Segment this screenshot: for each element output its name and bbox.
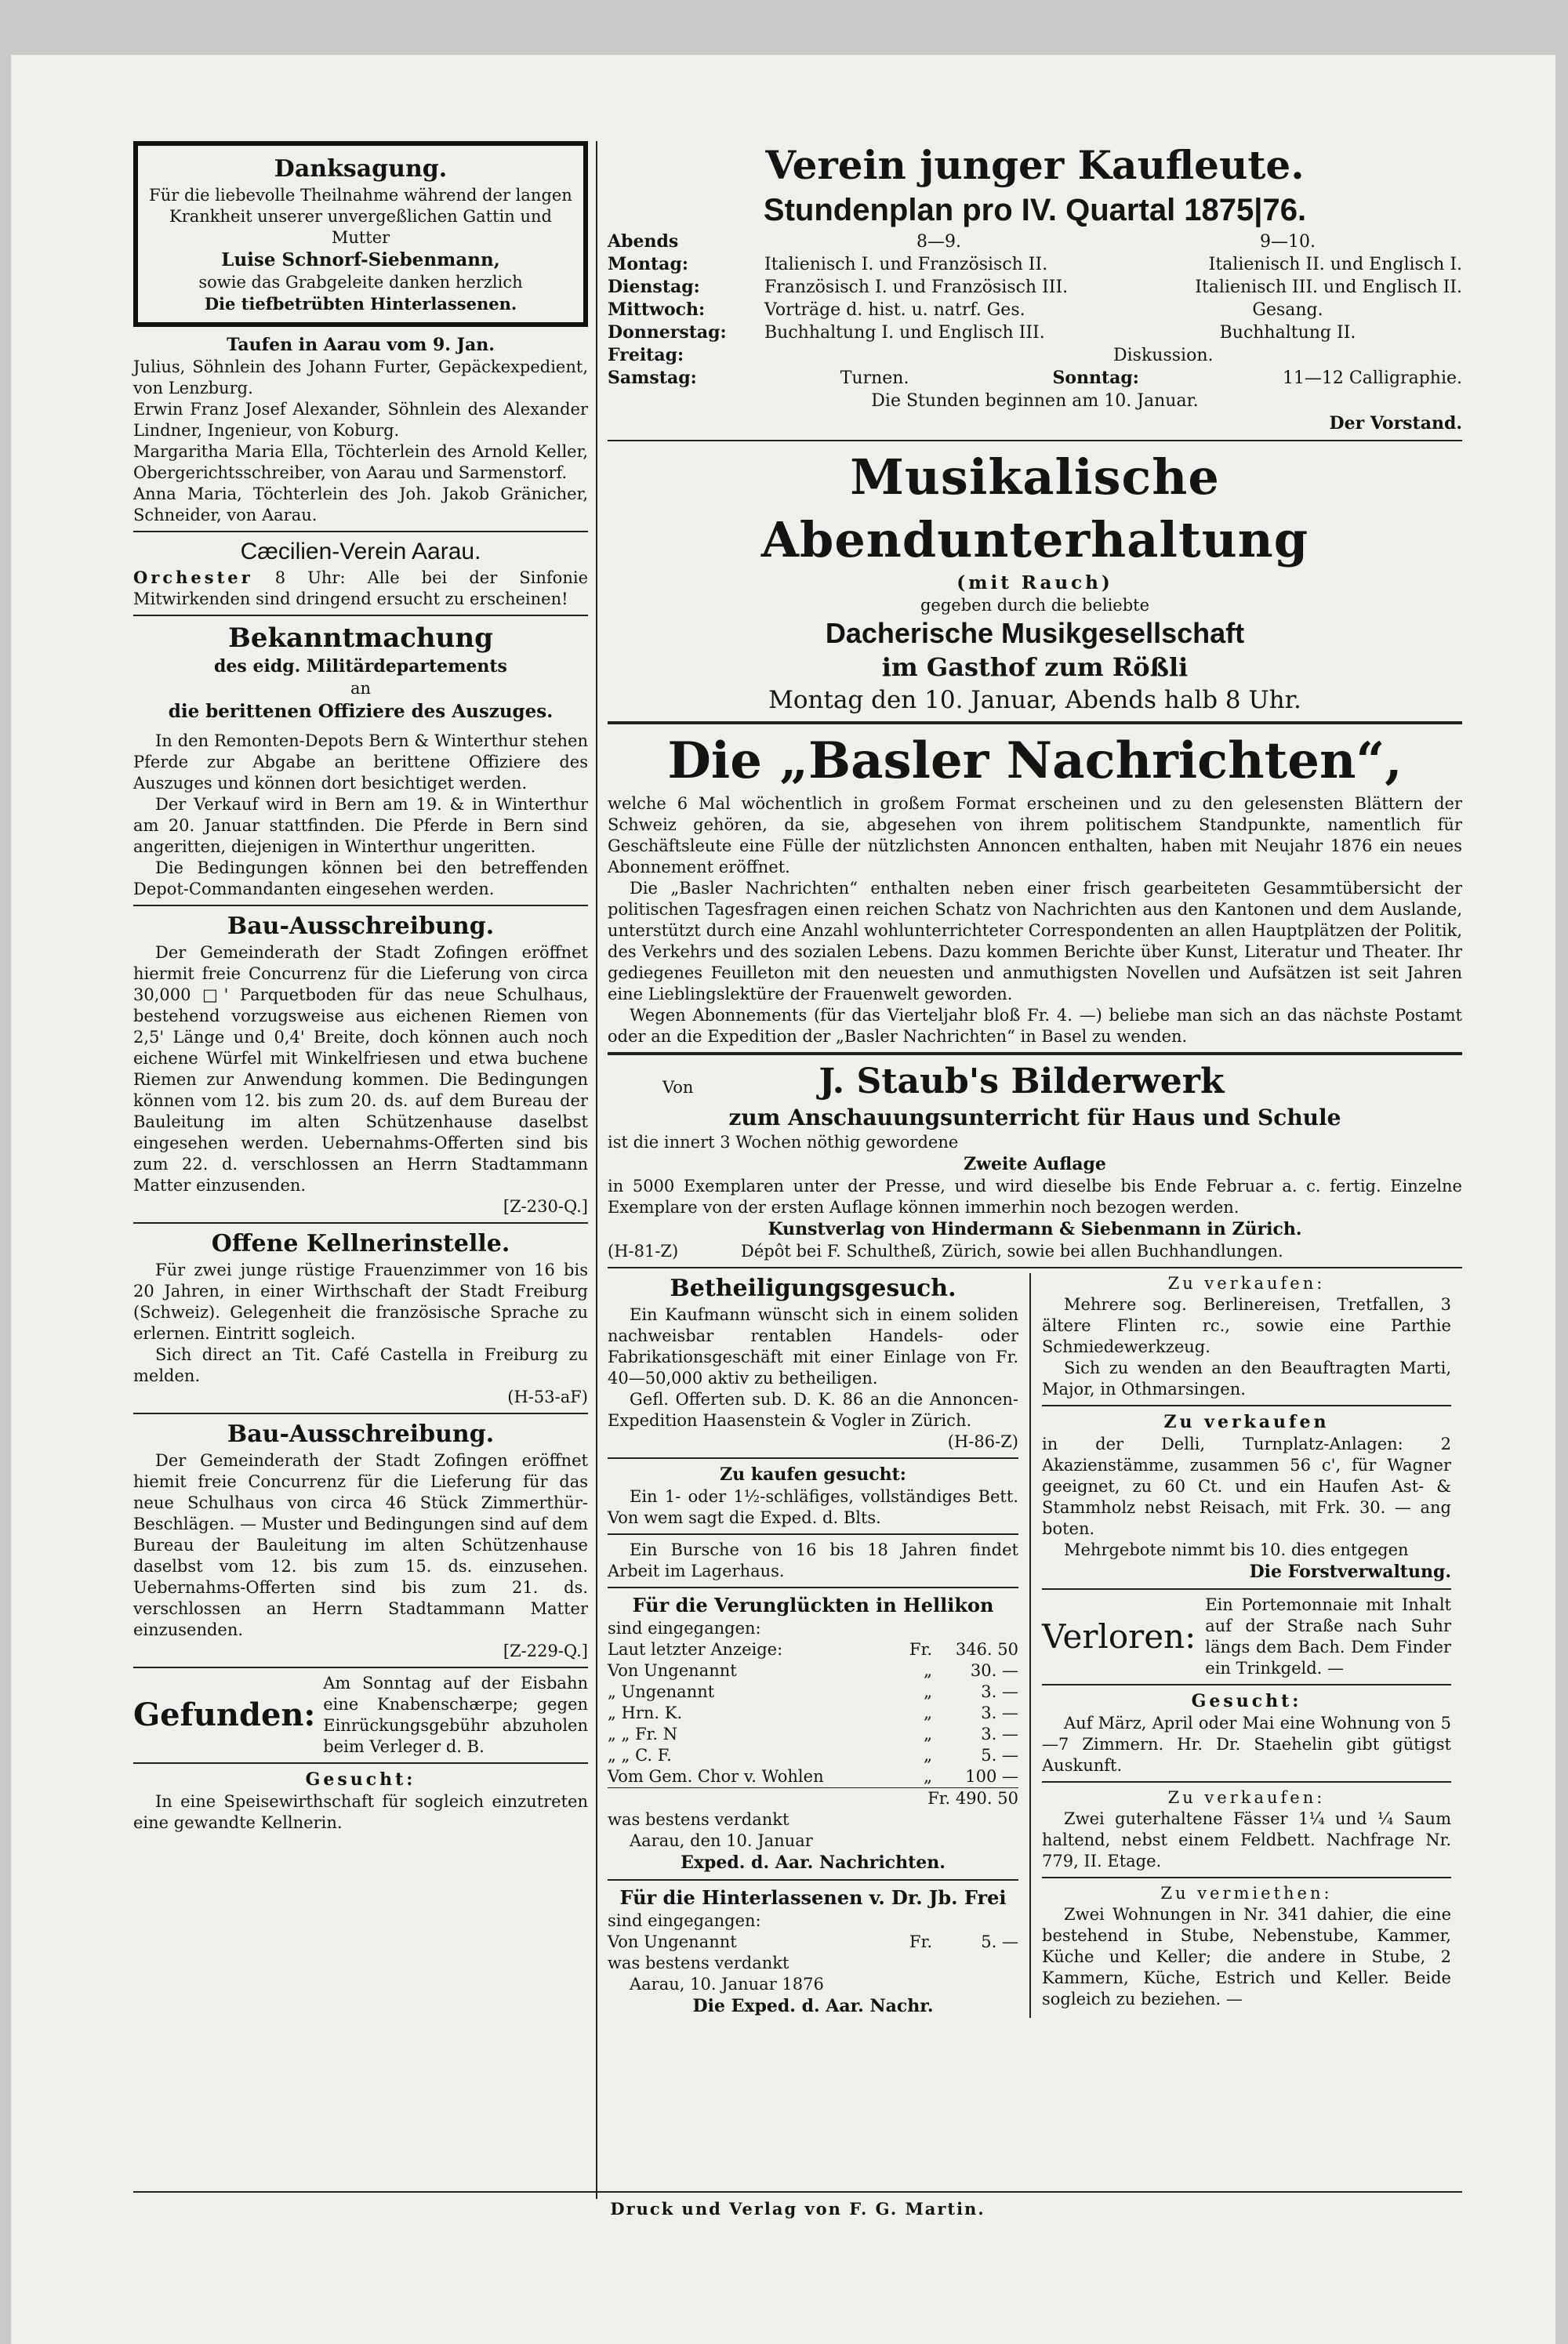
hellikon-row-value: 3. — <box>981 1682 1018 1701</box>
divider <box>133 1762 588 1764</box>
danksagung-body2: sowie das Grabgeleite danken herzlich <box>198 273 523 292</box>
left-column <box>133 141 588 1834</box>
verkaufen3-body: Zwei guterhaltene Fässer 1¼ und ¼ Saum haltend, nebst einem Feldbett. Nachfrage Nr. 779, II. Etage. <box>1042 1809 1451 1870</box>
verkaufen1-title: Zu verkaufen: <box>1167 1274 1326 1293</box>
hellikon-note: was bestens verdankt <box>608 1810 789 1829</box>
musik-sub3: Dacherische Musikgesellschaft <box>825 617 1245 649</box>
stundenplan-day: Dienstag: <box>608 277 700 297</box>
stundenplan-day: Freitag: <box>608 345 684 365</box>
verein-signature: Der Vorstand. <box>1329 413 1462 434</box>
sonntag-label: Sonntag: <box>1052 368 1139 388</box>
hellikon-row-cur: „ <box>924 1746 932 1765</box>
verkaufen2-body2: Mehrgebote nimmt bis 10. dies entgegen <box>1064 1540 1409 1559</box>
stundenplan-cell: Italienisch III. und Englisch II. <box>1195 278 1462 297</box>
hellikon-list <box>608 1639 1018 1787</box>
staub-l5: Dépôt bei F. Schultheß, Zürich, sowie bei allen Buchhandlungen. <box>741 1242 1283 1261</box>
staub-code: (H-81-Z) <box>608 1242 679 1261</box>
divider <box>1042 1781 1451 1783</box>
frei-list <box>608 1932 1018 1953</box>
divider <box>133 615 588 616</box>
verein-subtitle: Stundenplan pro IV. Quartal 1875|76. <box>763 193 1307 227</box>
verkaufen1-body2: Sich zu wenden an den Beauftragten Marti, Major, in Othmarsingen. <box>1042 1359 1451 1399</box>
frei-sign: Die Exped. d. Aar. Nachr. <box>692 1996 934 2016</box>
hellikon-row-cur: „ <box>924 1725 932 1743</box>
samstag-row <box>608 367 1462 390</box>
hellikon-row-value: 30. — <box>970 1661 1018 1680</box>
bekanntmachung-p1: In den Remonten-Depots Bern & Winterthur stehen Pferde zur Abgabe an berittene Offiziere des Auszuges und können dort besichtiget werden. <box>133 731 588 793</box>
hellikon-row-value: 346. 50 <box>955 1640 1018 1659</box>
taufen-entry: Anna Maria, Töchterlein des Joh. Jakob Gränicher, Schneider, von Aarau. <box>133 484 588 524</box>
basler-title: Die „Basler Nachrichten“, <box>667 731 1403 790</box>
staub-l4: Kunstverlag von Hindermann & Siebenmann in Zürich. <box>768 1219 1302 1239</box>
classifieds-right <box>1031 1273 1451 2018</box>
musik-sub4: im Gasthof zum Rößli <box>881 652 1189 682</box>
bekanntmachung-p3: Die Bedingungen können bei den betreffenden Depot-Commandanten eingesehen werden. <box>133 858 588 898</box>
stundenplan-cell: Französisch I. und Französisch III. <box>764 278 1069 297</box>
samstag-value: Turnen. <box>840 368 909 388</box>
divider <box>608 1533 1018 1535</box>
verkaufen2-body: in der Delli, Turnplatz-Anlagen: 2 Akazienstämme, zusammen 56 c', für Wagner geeignet, zu 60 Ct. und ein Haufen Ast- & Stammholz nebst Reisach, mit Frk. 30. — ang boten. <box>1042 1435 1451 1538</box>
musik-sub2: gegeben durch die beliebte <box>920 596 1150 615</box>
betheiligung-body2: Gefl. Offerten sub. D. K. 86 an die Annoncen-Expedition Haasenstein & Vogler in Zürich. <box>608 1390 1018 1430</box>
divider <box>1042 1588 1451 1590</box>
bekanntmachung-sub2: an <box>350 679 372 698</box>
basler-p1: welche 6 Mal wöchentlich in großem Format erscheinen und zu den gelesensten Blättern der Schweiz gehören, da sie, abgesehen von ihrem politischem Standpunkte, namentlich für Geschäftsleute eine Fülle der nützlichsten Annoncen enthalten, haben mit Neujahr 1876 ein neues Abonnement eröffnet. <box>608 794 1462 876</box>
kaufen-title: Zu kaufen gesucht: <box>720 1464 906 1485</box>
hellikon-row-value: 3. — <box>981 1704 1018 1722</box>
verloren-title: Verloren: <box>1042 1617 1196 1656</box>
musik-sub1: (mit Rauch) <box>956 572 1113 593</box>
stundenplan-cell: Italienisch II. und Englisch I. <box>1208 255 1462 274</box>
hellikon-row-cur: „ <box>924 1704 932 1722</box>
hellikon-row-value: 3. — <box>981 1725 1018 1743</box>
frei-row-cur: Fr. <box>909 1932 932 1951</box>
staub-l3: in 5000 Exemplaren unter der Presse, und wird dieselbe bis Ende Februar a. c. fertig. Einzelne Exemplare von der ersten Auflage können immerhin noch bezogen werden. <box>608 1177 1462 1217</box>
hellikon-row-label: Von Ungenannt <box>608 1661 737 1680</box>
taufen-title: Taufen in Aarau vom 9. Jan. <box>227 335 495 355</box>
bau2-code: [Z-229-Q.] <box>503 1642 588 1660</box>
hellikon-row-label: Laut letzter Anzeige: <box>608 1640 783 1659</box>
danksagung-signature: Die tiefbetrübten Hinterlassenen. <box>204 294 517 314</box>
vermiethen-body: Zwei Wohnungen in Nr. 341 dahier, die eine bestehend in Stube, Nebenstube, Kammer, Küche und Keller; die andere in Stube, 2 Kammern, Küche, Estrich und Keller. Beide sogleich zu beziehen. — <box>1042 1905 1451 2008</box>
divider <box>133 1413 588 1414</box>
danksagung-name: Luise Schnorf-Siebenmann, <box>221 249 500 270</box>
gesucht-body: In eine Speisewirthschaft für sogleich einzutreten eine gewandte Kellnerin. <box>133 1792 588 1832</box>
hellikon-date: Aarau, den 10. Januar <box>630 1831 813 1850</box>
stundenplan-day: Montag: <box>608 254 688 274</box>
bekanntmachung-p2: Der Verkauf wird in Bern am 19. & in Winterthur am 20. Januar stattfinden. Die Pferde in Bern sind angeritten, diejenigen in Winterthur ungeritten. <box>133 795 588 856</box>
staub-sub: zum Anschauungsunterricht für Haus und Schule <box>728 1105 1341 1130</box>
frei-row-value: 5. — <box>981 1932 1018 1951</box>
divider <box>608 721 1462 724</box>
verkaufen1-body: Mehrere sog. Berlinereisen, Tretfallen, 3 ältere Flinten rc., sowie eine Parthie Schmiedewerkzeug. <box>1042 1295 1451 1356</box>
bau2-body: Der Gemeinderath der Stadt Zofingen eröffnet hiemit freie Concurrenz für die Lieferung für das neue Schulhaus von circa 46 Stück Zimmerthür-Beschlägen. — Muster und Bedingungen sind auf dem Bureau der Bauleitung im alten Schützenhause daselbst vom 12. bis zum 15. ds. einzusehen. Uebernahms-Offerten sind bis zum 21. ds. verschlossen an Herrn Stadtammann Matter einzusenden. <box>133 1451 588 1639</box>
gesucht2-body: Auf März, April oder Mai eine Wohnung von 5—7 Zimmern. Hr. Dr. Staehelin gibt gütigst Auskunft. <box>1042 1714 1451 1775</box>
divider <box>133 531 588 532</box>
classifieds-left <box>608 1273 1031 2018</box>
verein-note: Die Stunden beginnen am 10. Januar. <box>871 391 1199 411</box>
kaufen-body: Ein 1- oder 1½-schläfiges, vollständiges Bett. Von wem sagt die Exped. d. Blts. <box>608 1487 1018 1527</box>
bau1-title: Bau-Ausschreibung. <box>227 913 495 940</box>
hellikon-sub: sind eingegangen: <box>608 1619 761 1638</box>
basler-p3: Wegen Abonnements (für das Vierteljahr bloß Fr. 4. —) beliebe man sich an das nächste Postamt oder an die Expedition der „Basler Nachrichten“ in Basel zu wenden. <box>608 1006 1462 1046</box>
betheiligung-title: Betheiligungsgesuch. <box>670 1275 956 1302</box>
caecilien-body: 8 Uhr: Alle bei der Sinfonie Mitwirkenden sind dringend ersucht zu erscheinen! <box>133 568 588 608</box>
kellnerin-title: Offene Kellnerinstelle. <box>211 1230 510 1257</box>
bau1-body: Der Gemeinderath der Stadt Zofingen eröffnet hiermit freie Concurrenz für die Lieferung von circa 30,000 □' Parquetboden für das neue Schulhaus, bestehend vorzugsweise aus eichenen Riemen von 2,5' Länge und 0,4' Breite, doch können auch noch eichene Würfel mit Winkelfriesen und etwa buchene Riemen zur Anwendung kommen. Die Bedingungen können vom 12. bis zum 20. ds. auf dem Bureau der Bauleitung im alten Schützenhause daselbst eingesehen werden. Uebernahms-Offerten sind bis zum 22. d. verschlossen an Herrn Stadtammann Matter einzusenden. <box>133 943 588 1195</box>
vermiethen-title: Zu vermiethen: <box>1160 1884 1333 1903</box>
taufen-entry: Margaritha Maria Ella, Töchterlein des Arnold Keller, Obergerichtsschreiber, von Aarau und Sarmenstorf. <box>133 442 588 482</box>
frei-date: Aarau, 10. Januar 1876 <box>630 1975 824 1994</box>
divider <box>1042 1877 1451 1878</box>
stundenplan-head: Abends <box>608 231 679 252</box>
staub-title: J. Staub's Bilderwerk <box>818 1061 1225 1101</box>
hellikon-row-cur: „ <box>924 1767 932 1786</box>
classifieds-grid <box>608 1273 1462 2018</box>
divider <box>608 440 1462 441</box>
caecilien-title: Cæcilien-Verein Aarau. <box>240 539 481 564</box>
stundenplan-cell <box>764 344 1113 367</box>
hellikon-row-cur: Fr. <box>909 1640 932 1659</box>
verloren-body: Ein Portemonnaie mit Inhalt auf der Straße nach Suhr längs dem Bach. Dem Finder ein Trinkgeld. — <box>1205 1595 1451 1678</box>
kellnerin-body: Für zwei junge rüstige Frauenzimmer von 16 bis 20 Jahren, in einer Wirthschaft der Stadt Freiburg (Schweiz). Gelegenheit die französische Sprache zu erlernen. Eintritt sogleich. <box>133 1261 588 1343</box>
stundenplan-cell: Gesang. <box>1252 300 1323 320</box>
divider <box>608 1879 1018 1881</box>
hellikon-row-label: „ „ C. F. <box>608 1746 672 1765</box>
footer-rule <box>133 2191 1462 2193</box>
hellikon-row-label: „ Ungenannt <box>608 1682 715 1701</box>
hellikon-row-value: 5. — <box>981 1746 1018 1765</box>
bau2-title: Bau-Ausschreibung. <box>227 1421 495 1448</box>
stundenplan-cell: Italienisch I. und Französisch II. <box>764 255 1048 274</box>
verkaufen2-title: Zu verkaufen <box>1163 1412 1330 1432</box>
footer-imprint: Druck und Verlag von F. G. Martin. <box>610 2199 985 2219</box>
gefunden-body: Am Sonntag auf der Eisbahn eine Knabenschærpe; gegen Einrückungsgebühr abzuholen beim Verleger d. B. <box>323 1674 588 1756</box>
staub-l1: ist die innert 3 Wochen nöthig gewordene <box>608 1133 959 1152</box>
hellikon-row-cur: „ <box>924 1682 932 1701</box>
stundenplan-cell: Buchhaltung I. und Englisch III. <box>764 323 1045 343</box>
hellikon-total: Fr. 490. 50 <box>608 1787 1018 1809</box>
bekanntmachung-sub1: des eidg. Militärdepartements <box>214 656 507 677</box>
stundenplan-cell: Diskussion. <box>1113 346 1214 365</box>
divider <box>1042 1405 1451 1406</box>
bursche-body: Ein Bursche von 16 bis 18 Jahren findet Arbeit im Lagerhaus. <box>608 1540 1018 1580</box>
frei-note: was bestens verdankt <box>608 1954 789 1972</box>
divider <box>608 1267 1462 1268</box>
hellikon-row-value: 100 — <box>965 1767 1018 1786</box>
verkaufen2-sign: Die Forstverwaltung. <box>1249 1562 1451 1582</box>
betheiligung-code: (H-86-Z) <box>947 1432 1018 1451</box>
musik-sub5: Montag den 10. Januar, Abends halb 8 Uhr. <box>768 686 1301 714</box>
bau1-code: [Z-230-Q.] <box>503 1197 588 1216</box>
betheiligung-body: Ein Kaufmann wünscht sich in einem soliden nachweisbar rentablen Handels- oder Fabrikationsgeschäft mit einer Einlage von Fr. 40—50,000 aktiv zu betheiligen. <box>608 1305 1018 1388</box>
gesucht-title: Gesucht: <box>305 1769 416 1790</box>
danksagung-notice <box>133 141 588 327</box>
sonntag-value: 11—12 Calligraphie. <box>1282 368 1462 388</box>
verein-title: Verein junger Kaufleute. <box>765 142 1305 188</box>
stundenplan-day: Mittwoch: <box>608 299 706 320</box>
taufen-entry: Julius, Söhnlein des Johann Furter, Gepäckexpedient, von Lenzburg. <box>133 357 588 397</box>
taufen-entry: Erwin Franz Josef Alexander, Söhnlein des Alexander Lindner, Ingenieur, von Koburg. <box>133 400 588 440</box>
stundenplan-day: Donnerstag: <box>608 322 727 343</box>
kellnerin-body2: Sich direct an Tit. Café Castella in Freiburg zu melden. <box>133 1345 588 1385</box>
gefunden-title: Gefunden: <box>133 1696 316 1733</box>
basler-p2: Die „Basler Nachrichten“ enthalten neben einer frisch gearbeiteten Gesammtübersicht der politischen Tagesfragen einen reichen Schatz von Nachrichten aus den Kantonen und dem Auslande, unterstützt durch eine Anzahl wohlunterrichteter Correspondenten an allen Hauptplätzen der Politik, des Verkehrs und des sozialen Lebens. Dazu kommen Berichte über Kunst, Literatur und Theater. Ihr gediegenes Feuilleton mit den neuesten und anmuthigsten Novellen und Aufsätzen ist seit Jahren eine Lieblingslektüre der Frauenwelt geworden. <box>608 879 1462 1003</box>
bekanntmachung-title: Bekanntmachung <box>228 622 493 654</box>
frei-row-label: Von Ungenannt <box>608 1932 737 1951</box>
column-divider <box>596 141 597 2199</box>
frei-sub: sind eingegangen: <box>608 1911 761 1930</box>
hellikon-row-cur: „ <box>924 1661 932 1680</box>
samstag-label: Samstag: <box>608 368 697 388</box>
divider <box>1042 1684 1451 1685</box>
danksagung-title: Danksagung. <box>274 155 448 183</box>
stundenplan-head: 9—10. <box>1260 232 1316 252</box>
stundenplan-table <box>608 230 1462 367</box>
divider <box>133 1222 588 1224</box>
bekanntmachung-sub3: die berittenen Offiziere des Auszuges. <box>168 701 554 722</box>
staub-l2: Zweite Auflage <box>964 1154 1106 1174</box>
verkaufen3-title: Zu verkaufen: <box>1167 1788 1326 1807</box>
stundenplan-cell: Buchhaltung II. <box>1219 323 1356 343</box>
kellnerin-code: (H-53-aF) <box>507 1388 588 1406</box>
divider <box>608 1052 1462 1055</box>
divider <box>133 905 588 906</box>
frei-title: Für die Hinterlassenen v. Dr. Jb. Frei <box>619 1886 1007 1909</box>
right-column <box>608 141 1462 2018</box>
hellikon-title: Für die Verunglückten in Hellikon <box>632 1594 994 1616</box>
divider <box>133 1667 588 1668</box>
hellikon-row-label: Vom Gem. Chor v. Wohlen <box>608 1767 824 1786</box>
danksagung-body: Für die liebevolle Theilnahme während der langen Krankheit unserer unvergeßlichen Gattin und Mutter <box>149 186 572 247</box>
stundenplan-cell: Vorträge d. hist. u. natrf. Ges. <box>764 300 1025 320</box>
divider <box>608 1587 1018 1588</box>
gesucht2-title: Gesucht: <box>1191 1691 1302 1711</box>
hellikon-row-label: „ „ Fr. N <box>608 1725 678 1743</box>
staub-von: Von <box>662 1078 694 1097</box>
caecilien-orchester: Orchester <box>133 568 253 587</box>
stundenplan-head: 8—9. <box>916 232 961 252</box>
hellikon-sign: Exped. d. Aar. Nachrichten. <box>681 1852 946 1873</box>
musik-title: Musikalische Abendunterhaltung <box>760 448 1309 568</box>
divider <box>608 1457 1018 1459</box>
hellikon-row-label: „ Hrn. K. <box>608 1704 683 1722</box>
